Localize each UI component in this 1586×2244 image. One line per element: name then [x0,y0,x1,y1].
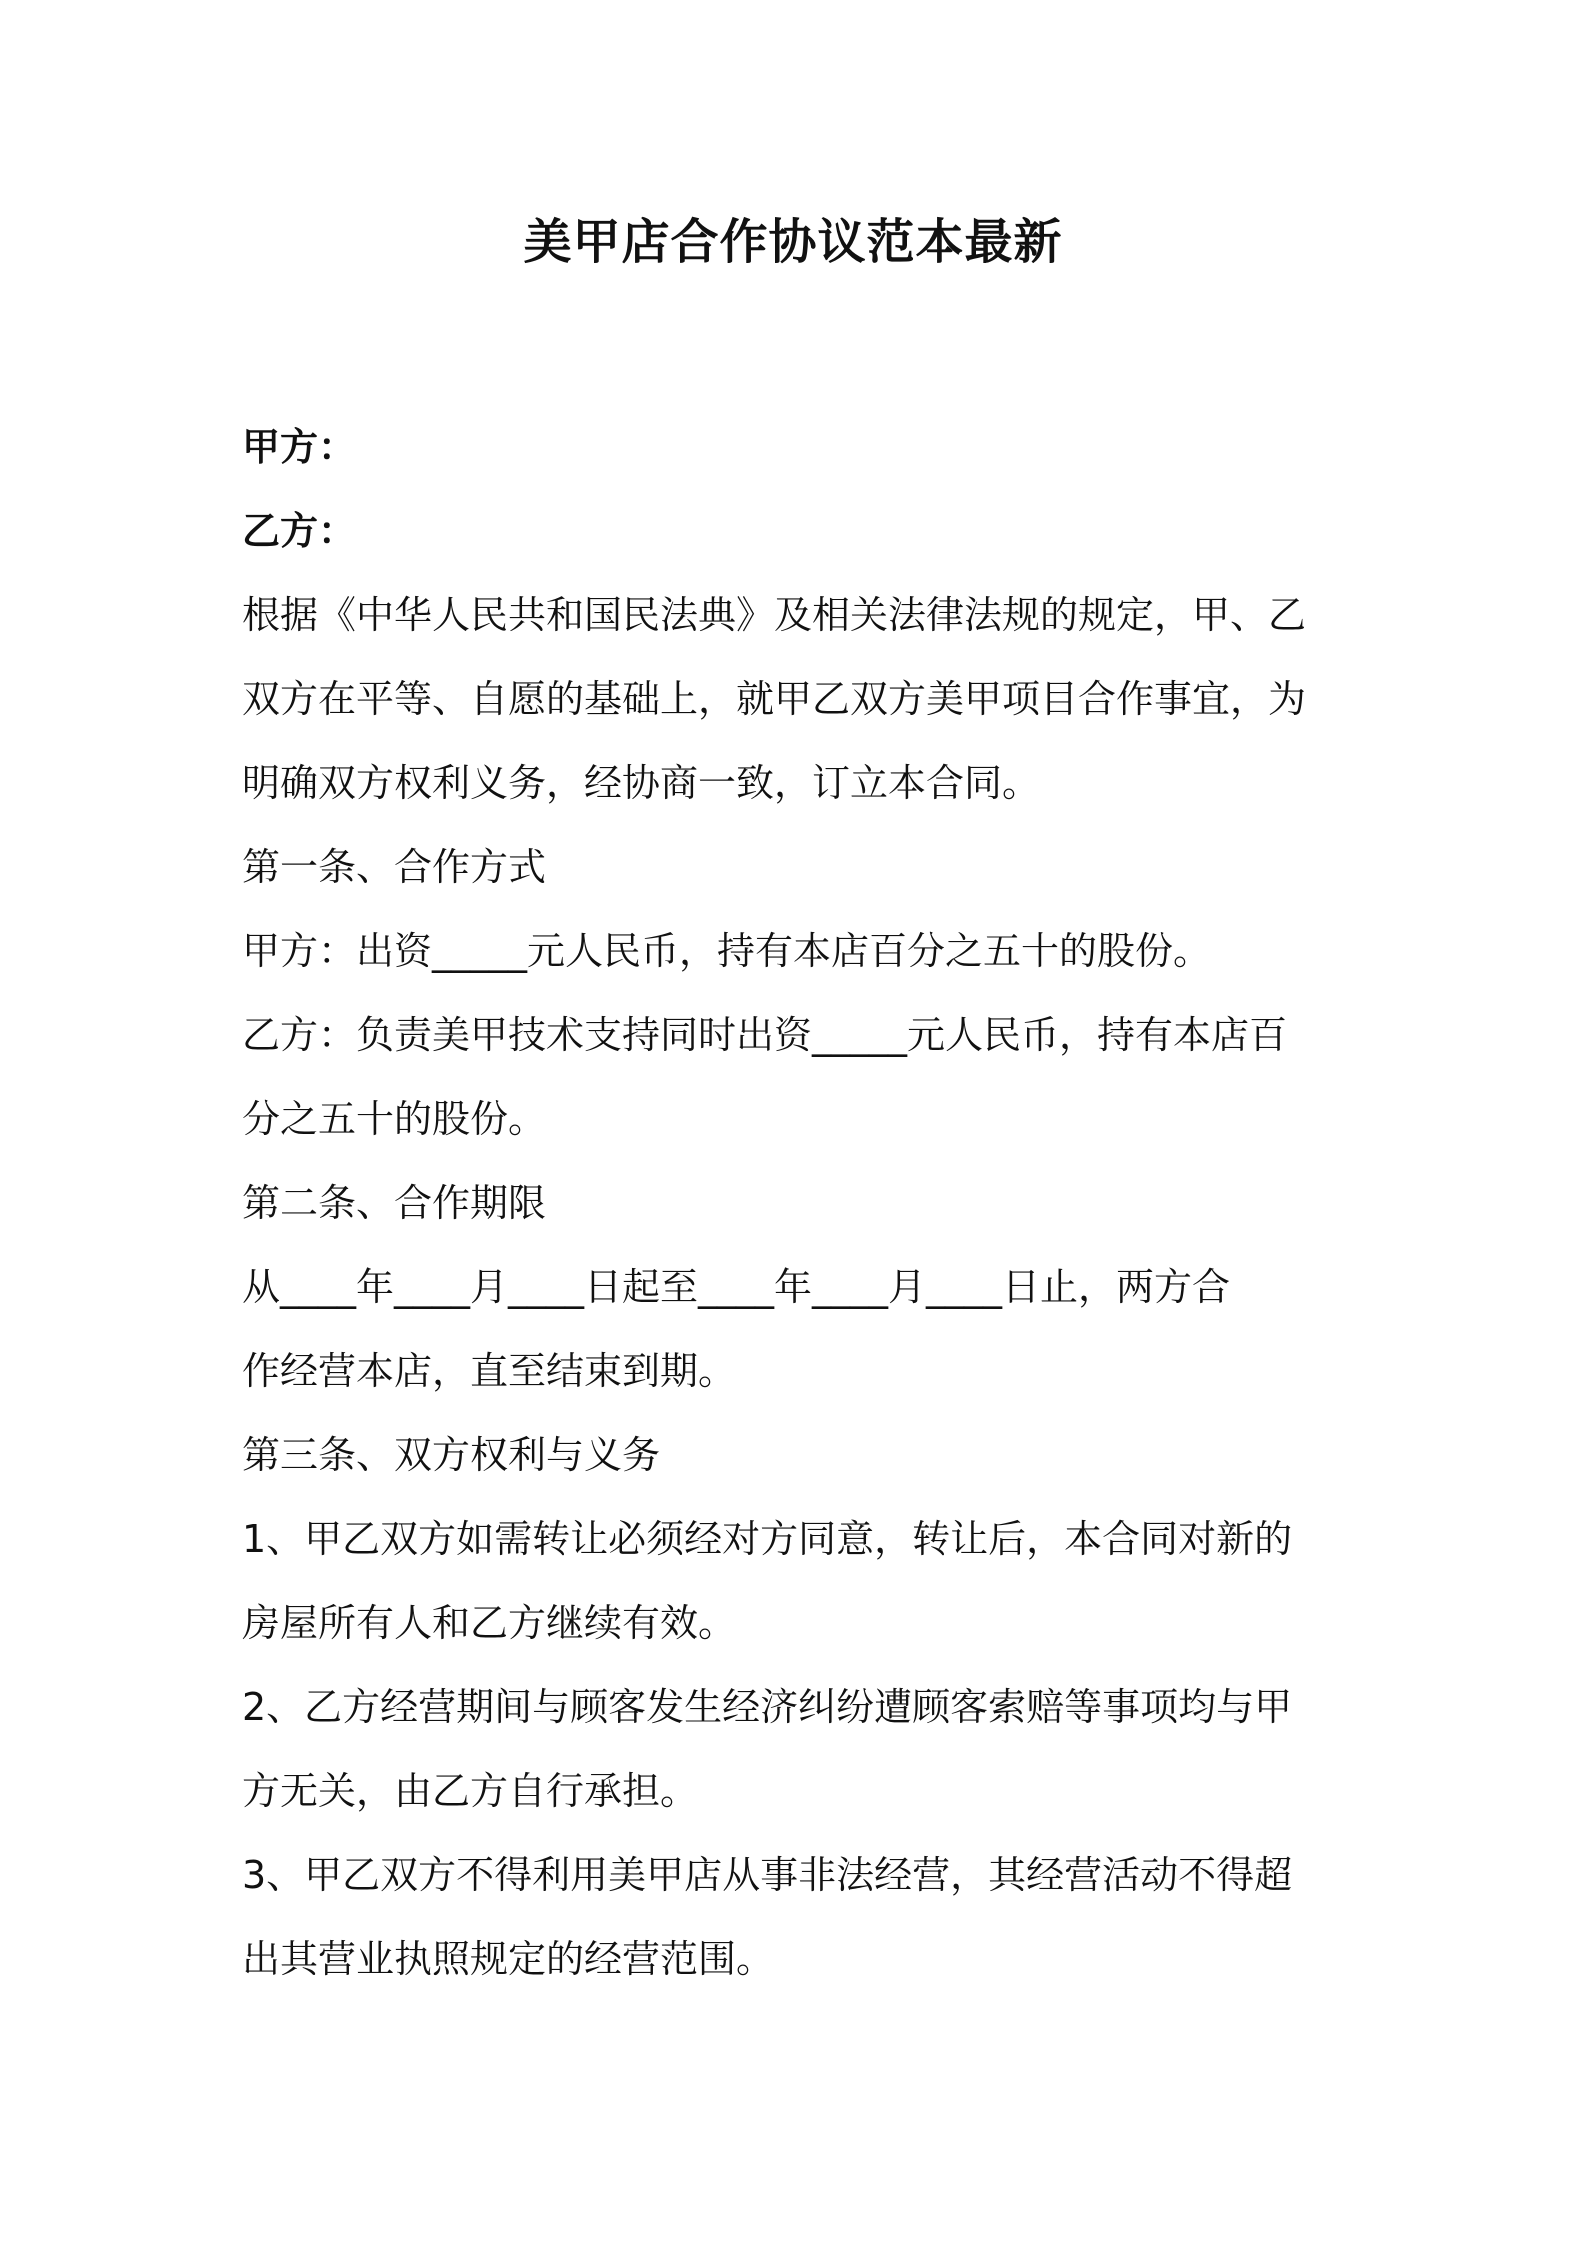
article-3-line: 房屋所有人和乙方继续有效。 [242,1601,737,1645]
article-3-line: 1、甲乙双方如需转让必须经对方同意，转让后，本合同对新的 [242,1517,1293,1561]
article-3-line: 出其营业执照规定的经营范围。 [242,1937,775,1981]
article-2-line: 作经营本店，直至结束到期。 [242,1349,737,1393]
article-1-heading: 第一条、合作方式 [242,845,547,889]
party-b-label: 乙方： [242,509,357,553]
article-1-line: 甲方：出资_____元人民币，持有本店百分之五十的股份。 [242,929,1212,973]
article-3-line: 3、甲乙双方不得利用美甲店从事非法经营，其经营活动不得超 [242,1853,1293,1897]
article-3-line: 方无关，由乙方自行承担。 [242,1769,699,1813]
article-3-heading: 第三条、双方权利与义务 [242,1433,661,1477]
preamble-line: 双方在平等、自愿的基础上，就甲乙双方美甲项目合作事宜，为 [242,677,1307,721]
preamble-line: 明确双方权利义务，经协商一致，订立本合同。 [242,761,1041,805]
preamble-line: 根据《中华人民共和国民法典》及相关法律法规的规定，甲、乙 [242,593,1307,637]
article-2-line: 从____年____月____日起至____年____月____日止，两方合 [242,1265,1231,1309]
document-title: 美甲店合作协议范本最新 [523,214,1063,270]
article-1-line: 乙方：负责美甲技术支持同时出资_____元人民币，持有本店百 [242,1013,1288,1057]
document-body [242,405,1352,2001]
article-1-line: 分之五十的股份。 [242,1097,547,1141]
article-2-heading: 第二条、合作期限 [242,1181,547,1225]
article-3-line: 2、乙方经营期间与顾客发生经济纠纷遭顾客索赔等事项均与甲 [242,1685,1293,1729]
party-a-label: 甲方： [242,425,357,469]
